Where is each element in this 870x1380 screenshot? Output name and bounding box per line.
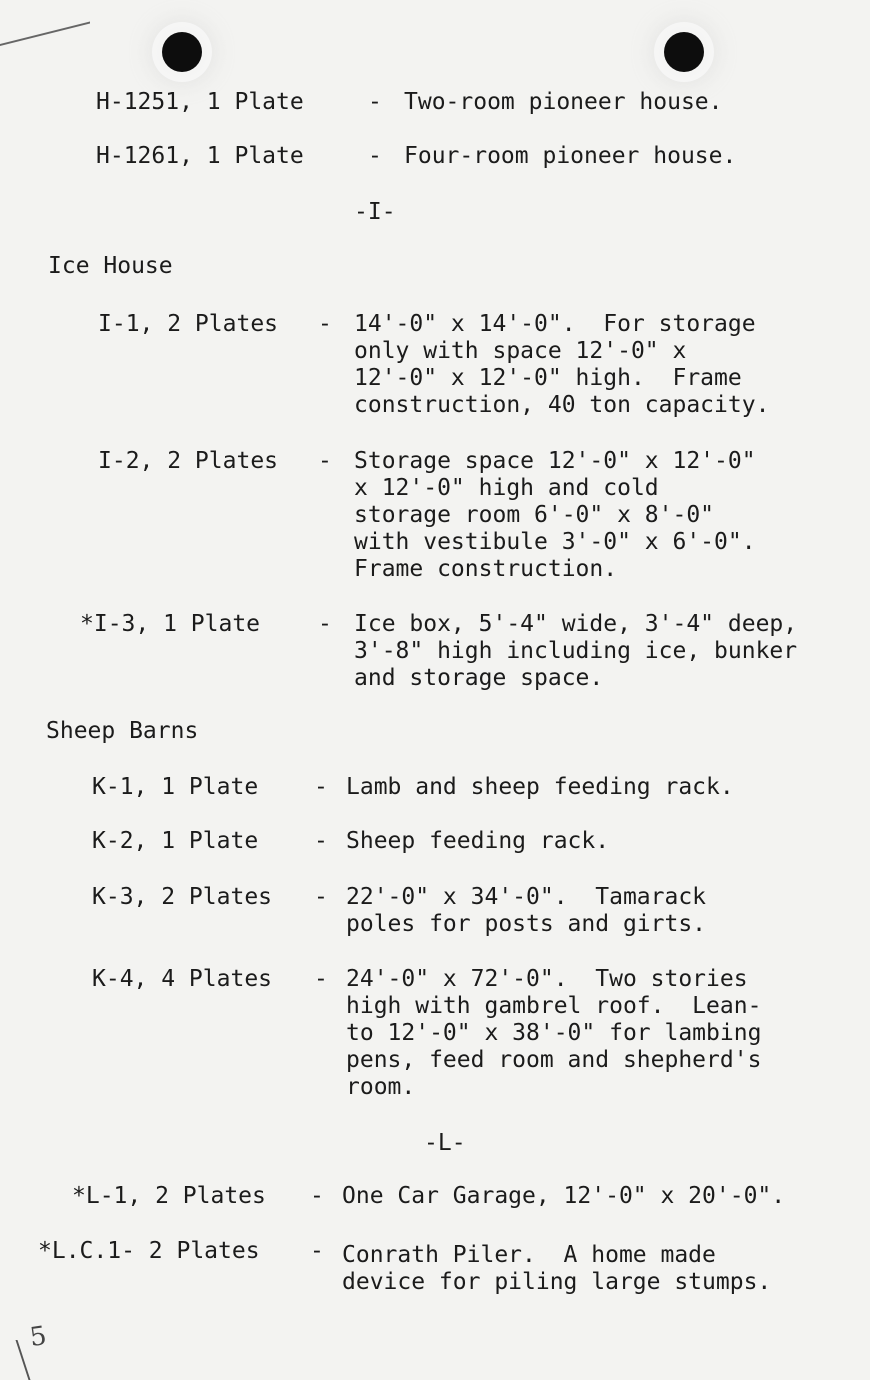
description-line: Conrath Piler. A home made bbox=[342, 1242, 716, 1268]
entry-code: H-1251, 1 Plate bbox=[96, 89, 304, 115]
description-line: 22'-0" x 34'-0". Tamarack bbox=[346, 884, 707, 910]
entry-dash: - bbox=[314, 884, 328, 910]
description-line: x 12'-0" high and cold bbox=[354, 475, 659, 501]
entry-description bbox=[346, 966, 761, 1101]
entry-dash: - bbox=[368, 89, 382, 115]
description-line: Sheep feeding rack. bbox=[346, 828, 610, 854]
entry-dash: - bbox=[318, 611, 332, 637]
description-line: high with gambrel roof. Lean- bbox=[346, 993, 762, 1019]
entry-description bbox=[346, 774, 734, 801]
description-line: 12'-0" x 12'-0" high. Frame bbox=[354, 365, 742, 391]
entry-description bbox=[342, 1183, 785, 1210]
folded-corner bbox=[0, 0, 90, 46]
description-line: pens, feed room and shepherd's bbox=[346, 1047, 762, 1073]
entry-code: K-1, 1 Plate bbox=[92, 774, 259, 800]
description-line: One Car Garage, 12'-0" x 20'-0". bbox=[342, 1183, 786, 1209]
description-line: with vestibule 3'-0" x 6'-0". bbox=[354, 529, 756, 555]
heading-sheep-barns: Sheep Barns bbox=[46, 718, 199, 744]
entry-description bbox=[354, 611, 797, 692]
description-line: Lamb and sheep feeding rack. bbox=[346, 774, 734, 800]
entry-dash: - bbox=[318, 311, 332, 337]
entry-code: I-2, 2 Plates bbox=[98, 448, 279, 474]
description-line: construction, 40 ton capacity. bbox=[354, 392, 770, 418]
handwritten-page-number: 5 bbox=[27, 1320, 49, 1354]
punch-hole-right bbox=[664, 32, 704, 72]
entry-dash: - bbox=[310, 1183, 324, 1209]
description-line: storage room 6'-0" x 8'-0" bbox=[354, 502, 715, 528]
punch-hole-left bbox=[162, 32, 202, 72]
entry-description bbox=[354, 448, 756, 583]
description-line: Ice box, 5'-4" wide, 3'-4" deep, bbox=[354, 611, 798, 637]
description-line: Two-room pioneer house. bbox=[404, 89, 723, 115]
entry-description bbox=[346, 828, 609, 855]
section-marker-l: -L- bbox=[424, 1130, 466, 1156]
description-line: to 12'-0" x 38'-0" for lambing bbox=[346, 1020, 762, 1046]
description-line: 3'-8" high including ice, bunker bbox=[354, 638, 798, 664]
entry-dash: - bbox=[314, 828, 328, 854]
entry-dash: - bbox=[318, 448, 332, 474]
entry-description bbox=[404, 143, 736, 170]
page-edge-mark bbox=[0, 1340, 30, 1380]
description-line: 24'-0" x 72'-0". Two stories bbox=[346, 966, 748, 992]
description-line: room. bbox=[346, 1074, 416, 1100]
description-line: only with space 12'-0" x bbox=[354, 338, 687, 364]
entry-description bbox=[342, 1242, 771, 1296]
entry-code: *I-3, 1 Plate bbox=[80, 611, 261, 637]
entry-dash: - bbox=[314, 774, 328, 800]
entry-dash: - bbox=[368, 143, 382, 169]
description-line: poles for posts and girts. bbox=[346, 911, 707, 937]
entry-code: K-3, 2 Plates bbox=[92, 884, 273, 910]
description-line: and storage space. bbox=[354, 665, 604, 691]
entry-code: K-4, 4 Plates bbox=[92, 966, 273, 992]
entry-description bbox=[346, 884, 706, 938]
description-line: Frame construction. bbox=[354, 556, 618, 582]
entry-code: K-2, 1 Plate bbox=[92, 828, 259, 854]
entry-description bbox=[404, 89, 723, 116]
entry-code: I-1, 2 Plates bbox=[98, 311, 279, 337]
entry-dash: - bbox=[310, 1238, 324, 1264]
description-line: device for piling large stumps. bbox=[342, 1269, 772, 1295]
entry-code: H-1261, 1 Plate bbox=[96, 143, 304, 169]
entry-code: *L.C.1- 2 Plates bbox=[38, 1238, 260, 1264]
entry-dash: - bbox=[314, 966, 328, 992]
description-line: 14'-0" x 14'-0". For storage bbox=[354, 311, 756, 337]
section-marker-i: -I- bbox=[354, 199, 396, 225]
description-line: Storage space 12'-0" x 12'-0" bbox=[354, 448, 756, 474]
entry-description bbox=[354, 311, 769, 419]
description-line: Four-room pioneer house. bbox=[404, 143, 737, 169]
heading-ice-house: Ice House bbox=[48, 253, 173, 279]
entry-code: *L-1, 2 Plates bbox=[72, 1183, 266, 1209]
